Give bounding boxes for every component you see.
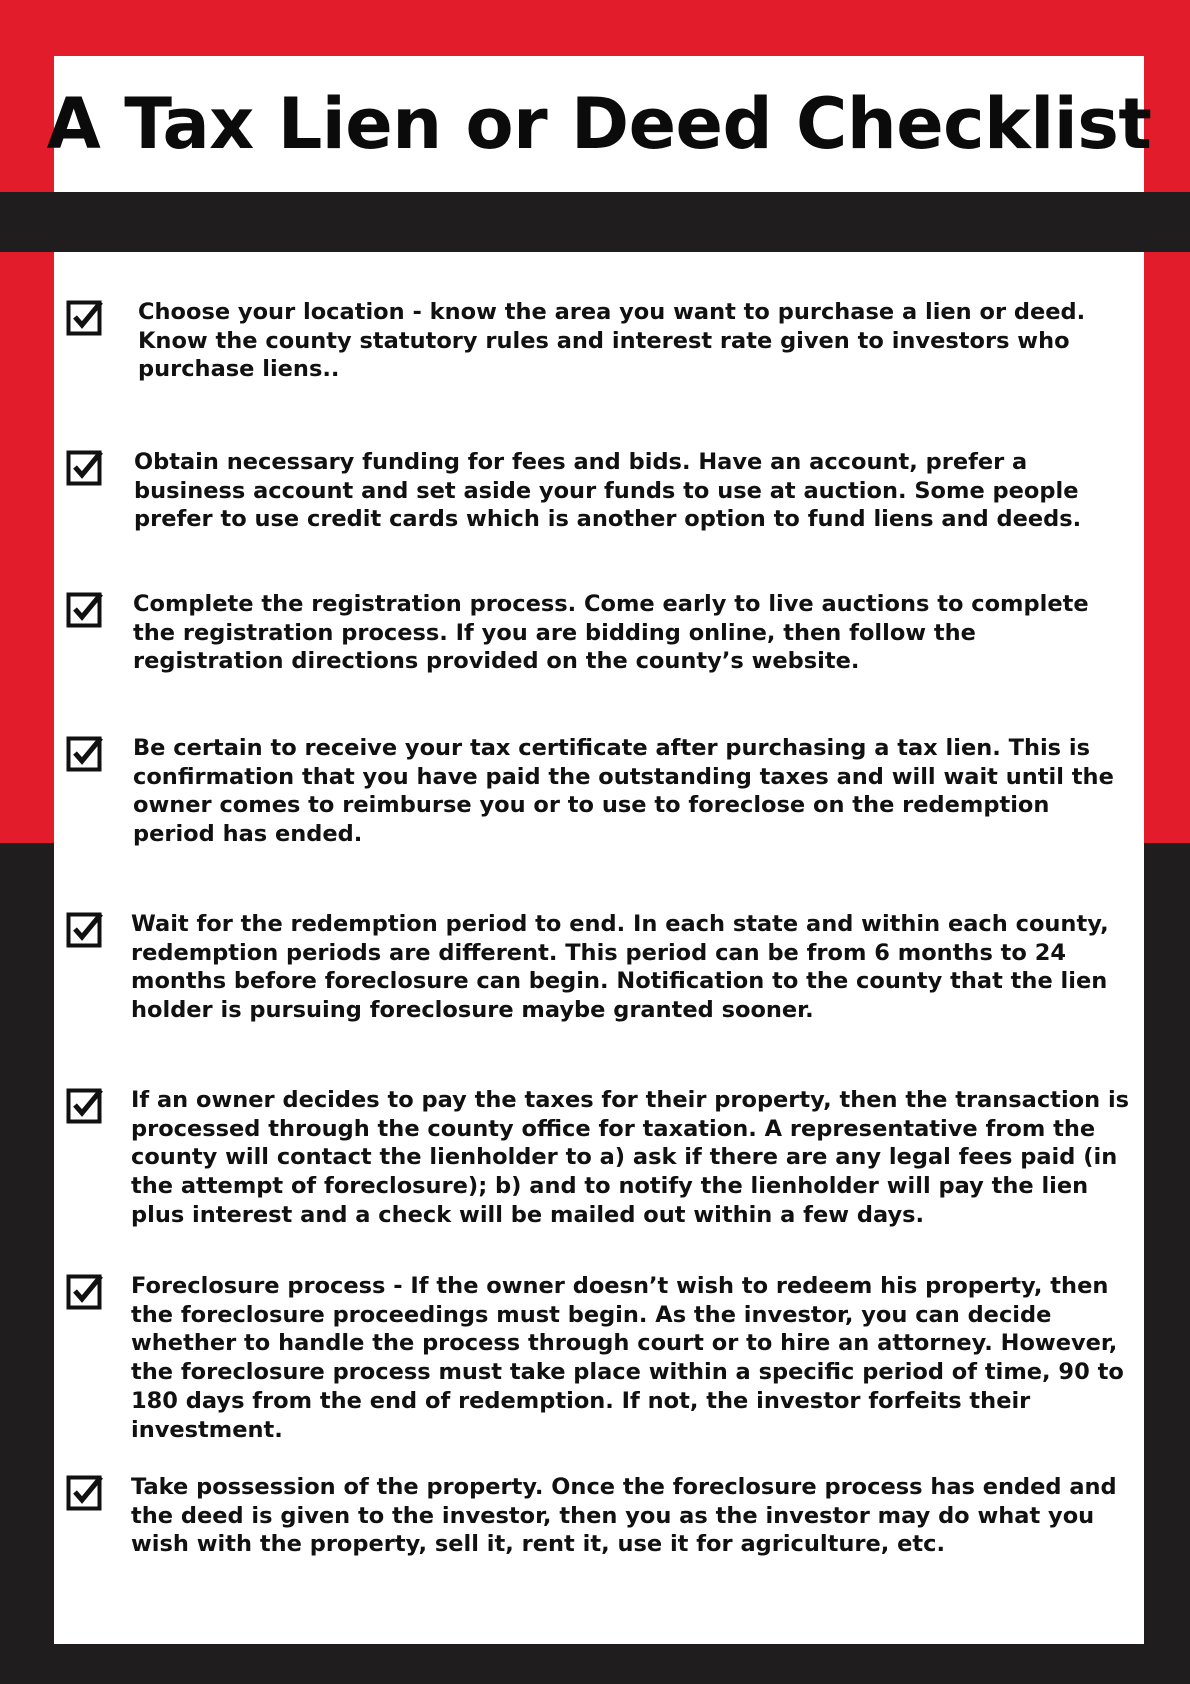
checklist-item-text: Choose your location - know the area you want to purchase a lien or deed. Know the county statutory rules and interest rate given to investors who purchase liens.. xyxy=(138,299,1086,383)
checked-box-icon xyxy=(66,590,104,628)
checklist-item-text: Take possession of the property. Once the foreclosure process has ended and the deed is given to the investor, then you as the investor may do what you wish with the property, sell it, rent it, use it for agriculture, etc. xyxy=(131,1474,1117,1558)
checklist-item-text: Foreclosure process - If the owner doesn’t wish to redeem his property, then the foreclosure proceedings must begin. As the investor, you can decide whether to handle the process through court or to hire an attorney. However, the foreclosure process must take place within a specific period of time, 90 to 180 days from the end of redemption. If not, the investor forfeits their investment. xyxy=(131,1273,1124,1443)
checked-box-icon xyxy=(66,1086,104,1124)
checklist-item-text: Complete the registration process. Come early to live auctions to complete the registration process. If you are bidding online, then follow the registration directions provided on the county’s website. xyxy=(133,591,1089,675)
checklist-item-text: Wait for the redemption period to end. In each state and within each county, redemption periods are different. This period can be from 6 months to 24 months before foreclosure can begin. Notification to the county that the lien holder is pursuing foreclosure maybe granted sooner. xyxy=(131,911,1109,1024)
checked-box-icon xyxy=(66,734,104,772)
checked-box-icon xyxy=(66,1473,104,1511)
checklist-item-text: Be certain to receive your tax certificate after purchasing a tax lien. This is confirmation that you have paid the outstanding taxes and will wait until the owner comes to reimburse you or to use to foreclose on the redemption period has ended. xyxy=(133,735,1114,848)
checklist-panel xyxy=(54,252,1144,1644)
checked-box-icon xyxy=(66,910,104,948)
checked-box-icon xyxy=(66,298,104,336)
page-title: A Tax Lien or Deed Checklist xyxy=(46,83,1152,165)
checked-box-icon xyxy=(66,1272,104,1310)
checklist-item-text: Obtain necessary funding for fees and bids. Have an account, prefer a business account and set aside your funds to use at auction. Some people prefer to use credit cards which is another option to fund liens and deeds. xyxy=(134,449,1082,533)
title-banner xyxy=(46,56,1152,192)
checked-box-icon xyxy=(66,448,104,486)
dark-divider-band xyxy=(0,192,1190,252)
checklist-item-text: If an owner decides to pay the taxes for their property, then the transaction is processed through the county office for taxation. A representative from the county will contact the lienholder to a) ask if there are any legal fees paid (in the attempt of foreclosure); b) and to notify the lienholder will pay the lien plus interest and a check will be mailed out within a few days. xyxy=(131,1087,1130,1228)
